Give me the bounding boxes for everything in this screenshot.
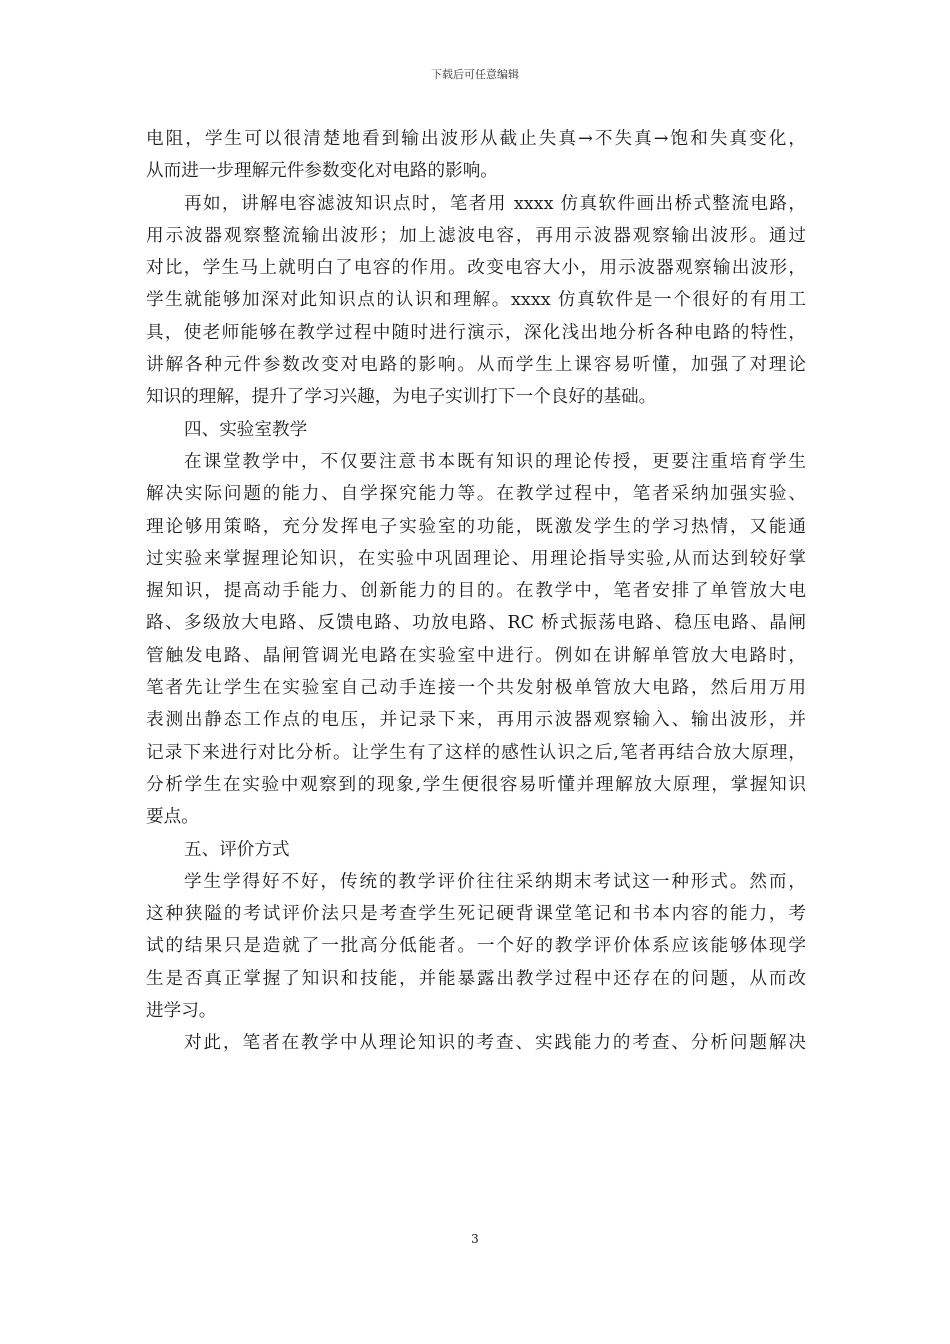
text-line: 知识的理解，提升了学习兴趣，为电子实训打下一个良好的基础。	[146, 387, 657, 408]
text-line: 具，使老师能够在教学过程中随时进行演示，深化浅出地分析各种电路的特性，	[146, 322, 806, 343]
text-line: 试的结果只是造就了一批高分低能者。一个好的教学评价体系应该能够体现学	[146, 936, 806, 957]
text-line: 要点。	[146, 807, 199, 828]
text-line: 再如，讲解电容滤波知识点时，笔者用 xxxx 仿真软件画出桥式整流电路，	[184, 193, 806, 214]
page-header: 下载后可任意编辑	[431, 68, 519, 81]
text-line: 对此，笔者在教学中从理论知识的考查、实践能力的考查、分析问题解决	[184, 1033, 806, 1054]
text-line: 路、多级放大电路、反馈电路、功放电路、RC 桥式振荡电路、稳压电路、晶闸	[146, 613, 806, 634]
page-number: 3	[471, 1232, 479, 1246]
text-line: 这种狭隘的考试评价法只是考查学生死记硬背课堂笔记和书本内容的能力，考	[146, 904, 806, 925]
text-line: 握知识，提高动手能力、创新能力的目的。在教学中，笔者安排了单管放大电	[146, 581, 806, 602]
text-line: 表测出静态工作点的电压，并记录下来，再用示波器观察输入、输出波形，并	[146, 710, 806, 731]
text-line: 理论够用策略，充分发挥电子实验室的功能，既激发学生的学习热情，又能通	[146, 516, 806, 537]
text-line: 对比，学生马上就明白了电容的作用。改变电容大小，用示波器观察输出波形，	[146, 258, 806, 279]
text-line: 记录下来进行对比分析。让学生有了这样的感性认识之后,笔者再结合放大原理，	[146, 742, 806, 763]
text-line: 过实验来掌握理论知识，在实验中巩固理论、用理论指导实验,从而达到较好掌	[146, 548, 806, 569]
text-line: 五、评价方式	[184, 839, 290, 860]
document-body	[146, 123, 806, 1060]
text-line: 学生学得好不好，传统的教学评价往往采纳期末考试这一种形式。然而，	[184, 871, 806, 892]
text-line: 生是否真正掌握了知识和技能，并能暴露出教学过程中还存在的问题，从而改	[146, 968, 806, 989]
text-line: 在课堂教学中，不仅要注意书本既有知识的理论传授，更要注重培育学生	[184, 451, 806, 472]
text-line: 电阻，学生可以很清楚地看到输出波形从截止失真→不失真→饱和失真变化，	[146, 129, 806, 149]
text-line: 笔者先让学生在实验室自己动手连接一个共发射极单管放大电路，然后用万用	[146, 678, 806, 699]
text-line: 讲解各种元件参数改变对电路的影响。从而学生上课容易听懂，加强了对理论	[146, 355, 806, 376]
text-line: 学生就能够加深对此知识点的认识和理解。xxxx 仿真软件是一个很好的有用工	[146, 290, 806, 311]
text-line: 四、实验室教学	[184, 419, 308, 440]
text-line: 解决实际问题的能力、自学探究能力等。在教学过程中，笔者采纳加强实验、	[146, 484, 806, 505]
text-line: 管触发电路、晶闸管调光电路在实验室中进行。例如在讲解单管放大电路时，	[146, 645, 806, 666]
text-line: 用示波器观察整流输出波形；加上滤波电容，再用示波器观察输出波形。通过	[146, 225, 806, 246]
text-line: 分析学生在实验中观察到的现象,学生便很容易听懂并理解放大原理，掌握知识	[146, 774, 806, 795]
text-line: 进学习。	[146, 1001, 217, 1022]
text-line: 从而进一步理解元件参数变化对电路的影响。	[146, 161, 498, 182]
